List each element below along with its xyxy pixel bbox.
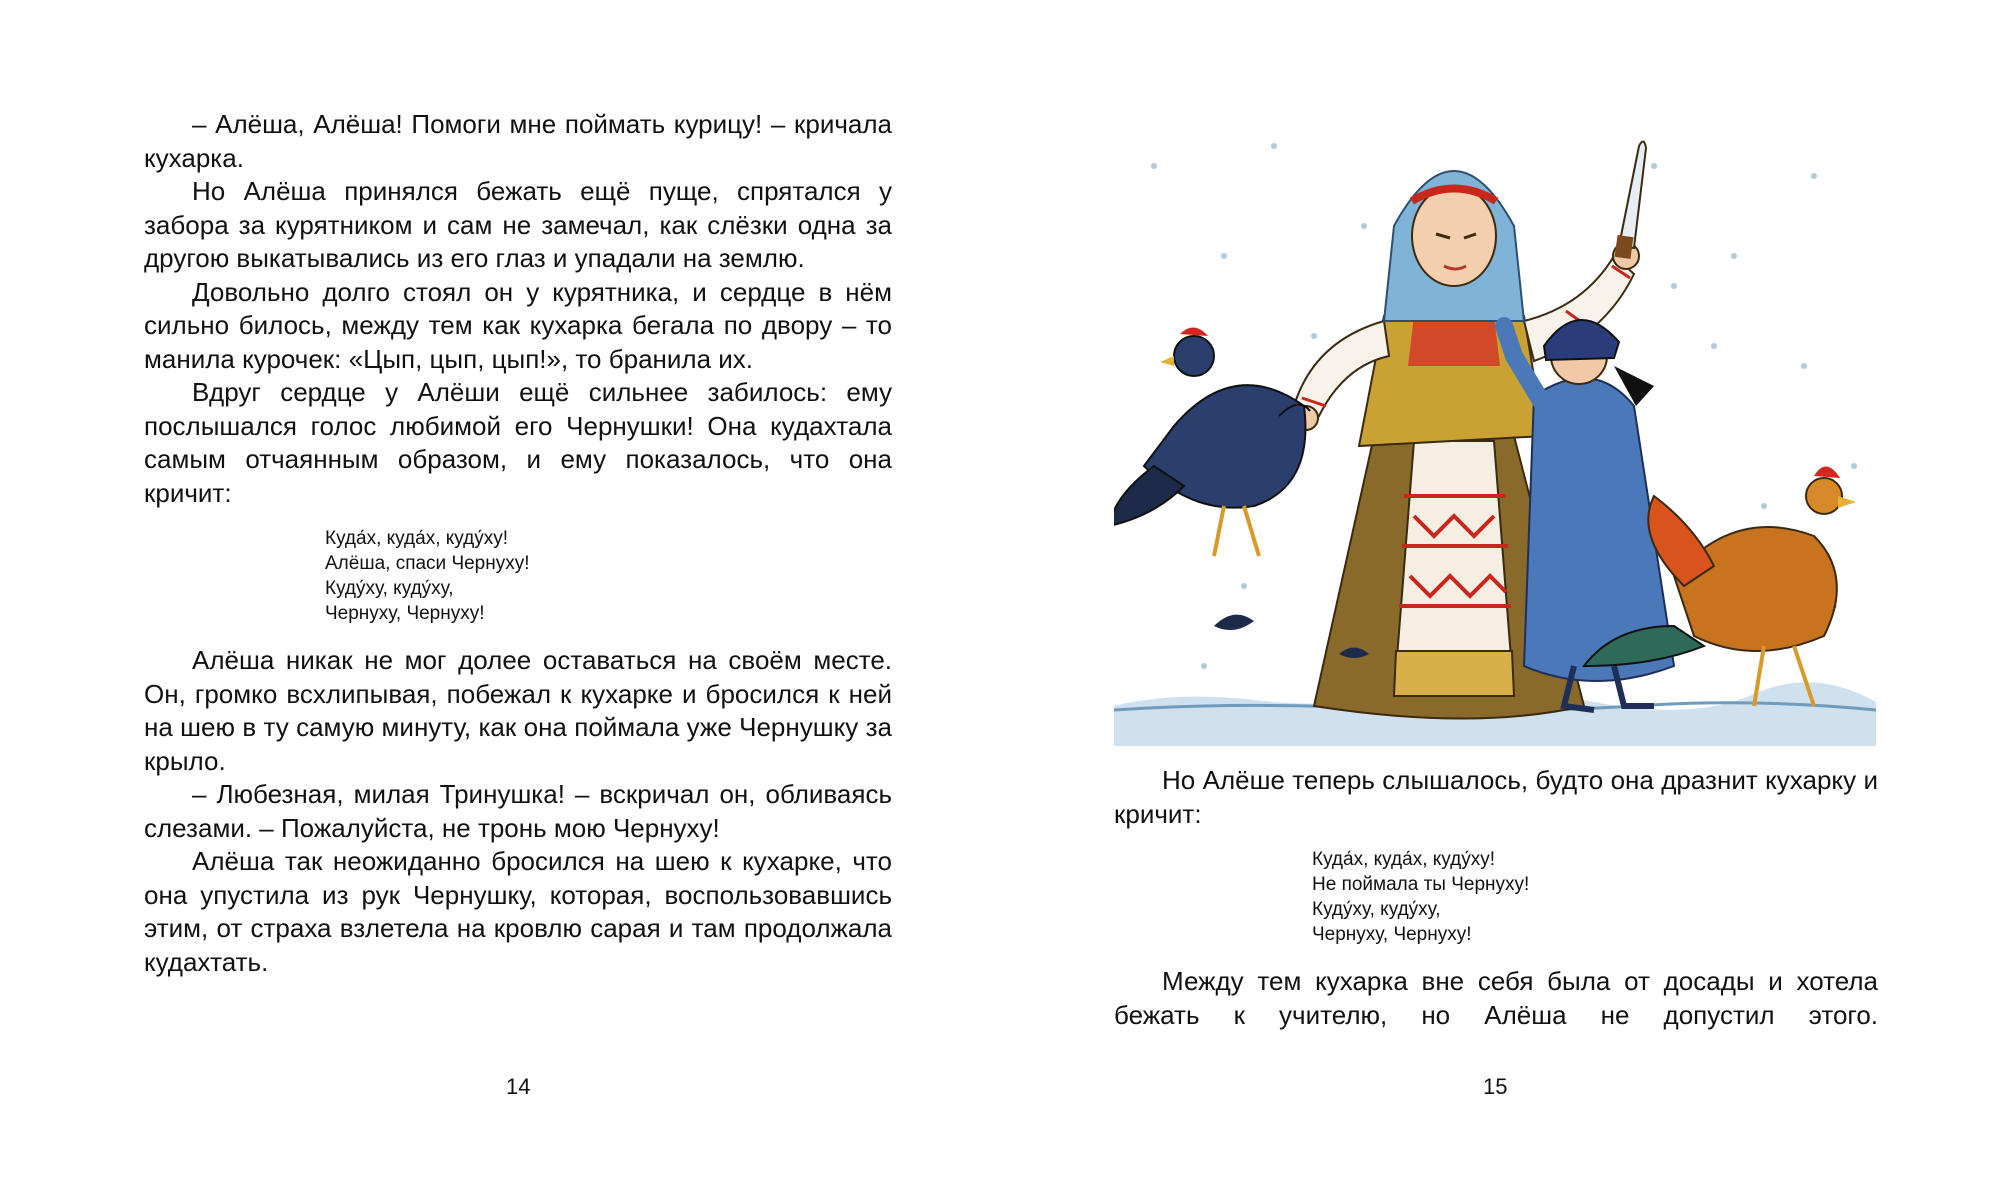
paragraph: – Любезная, милая Тринушка! – вскричал он, обливаясь слезами. – Пожалуйста, не тронь мою Чернуху! <box>144 779 892 843</box>
paragraph: Но Алёша принялся бежать ещё пуще, спрятался у забора за курятником и сам не замечал, как слёзки одна за другою выкатывались из его глаз и упадали на землю. <box>144 176 892 273</box>
poem-line: Куду́ху, куду́ху, <box>1312 899 1441 920</box>
poem-line: Не поймала ты Чернуху! <box>1312 874 1530 895</box>
cook-chasing-hen-illustration <box>1114 106 1876 746</box>
poem-line: Алёша, спаси Чернуху! <box>325 553 530 574</box>
right-page <box>1000 0 2000 1199</box>
poem-line: Чернуху, Чернуху! <box>1312 924 1472 945</box>
poem <box>1114 847 1878 947</box>
left-text-block <box>144 108 892 979</box>
poem-line: Куду́ху, куду́ху, <box>325 578 454 599</box>
paragraph: Вдруг сердце у Алёши ещё сильнее забилось: ему послышался голос любимой его Чернушки! Она кудахтала самым отчаянным образом, и ему показалось, что она кричит: <box>144 377 892 508</box>
paragraph: Между тем кухарка вне себя была от досады и хотела бежать к учителю, но Алёша не допустил этого. <box>1114 966 1878 1030</box>
paragraph: – Алёша, Алёша! Помоги мне поймать курицу! – кричала кухарка. <box>144 109 892 173</box>
poem <box>144 526 892 626</box>
paragraph: Алёша так неожиданно бросился на шею к кухарке, что она упустила из рук Чернушку, которая, воспользовавшись этим, от страха взлетела на кровлю сарая и там продолжала кудахтать. <box>144 846 892 977</box>
page-number: 14 <box>506 1074 531 1099</box>
poem-line: Куда́х, куда́х, куду́ху! <box>325 528 509 549</box>
paragraph: Довольно долго стоял он у курятника, и сердце в нём сильно билось, между тем как кухарка бегала по двору – то манила курочек: «Цып, цып, цып!», то бранила их. <box>144 276 892 374</box>
paragraph: Алёша никак не мог долее оставаться на своём месте. Он, громко всхлипывая, побежал к кухарке и бросился к ней на шею в ту самую минуту, как она поймала уже Чернушку за крыло. <box>144 645 892 776</box>
poem-line: Чернуху, Чернуху! <box>325 603 485 624</box>
right-text-block <box>1114 764 1878 1032</box>
page-number: 15 <box>1483 1074 1508 1099</box>
paragraph: Но Алёше теперь слышалось, будто она дразнит кухарку и кричит: <box>1114 765 1878 829</box>
poem-line: Куда́х, куда́х, куду́ху! <box>1312 849 1496 870</box>
